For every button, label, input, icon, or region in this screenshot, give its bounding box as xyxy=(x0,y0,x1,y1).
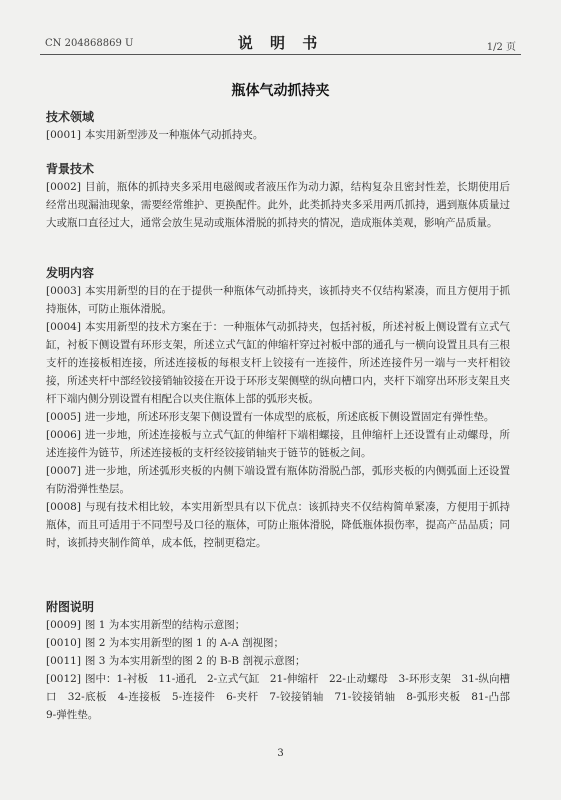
paragraph: [0008] 与现有技术相比较，本实用新型具有以下优点：该抓持夹不仅结构简单紧凑，方便用于抓持瓶体，而且可适用于不同型号及口径的瓶体，可防止瓶体滑脱，降低瓶体损伤率，提高产品品质；同时，该抓持夹制作简单，成本低，控制更稳定。 xyxy=(46,501,510,549)
section-heading: 附图说明 xyxy=(46,600,95,614)
section-drawing-description xyxy=(46,598,521,724)
paragraph: [0002] 目前，瓶体的抓持夹多采用电磁阀或者液压作为动力源，结构复杂且密封性差，长期使用后经常出现漏油现象，需要经常维护、更换配件。此外，此类抓持夹多采用两爪抓持，遇到瓶体质量过大或瓶口直径过大，通常会放生晃动或瓶体滑脱的抓持夹的情况，造成瓶体美观，影响产品质量。 xyxy=(46,181,510,229)
paragraph: [0009] 图 1 为本实用新型的结构示意图； xyxy=(46,619,246,631)
paragraph: [0012] 图中：1-衬板 11-通孔 2-立式气缸 21-伸缩杆 22-止动螺母 3-环形支架 31-纵向槽口 32-底板 4-连接板 5-连接件 6-夹杆 7-铰接销轴 71-铰接销轴 8-弧形夹板 81-凸部 9-弹性垫。 xyxy=(46,673,521,721)
paragraph: [0011] 图 3 为本实用新型的图 2 的 B-B 剖视示意图； xyxy=(46,655,306,667)
paragraph: [0006] 进一步地，所述连接板与立式气缸的伸缩杆下端相螺接，且伸缩杆上还设置有止动螺母，所述连接件为链节，所述连接板的支杆经铰接销轴夹于链节的链板之间。 xyxy=(46,429,510,459)
section-invention-content xyxy=(46,264,510,552)
section-technical-field xyxy=(46,108,510,144)
document-type-title: 说 明 书 xyxy=(237,34,324,52)
paragraph: [0010] 图 2 为本实用新型的图 1 的 A-A 剖视图； xyxy=(46,637,285,649)
document-title: 瓶体气动抓持夹 xyxy=(231,83,330,99)
page-indicator: 1/2 页 xyxy=(486,42,516,53)
page-number: 3 xyxy=(277,748,284,759)
header-rule xyxy=(40,54,521,55)
paragraph: [0004] 本实用新型的技术方案在于：一种瓶体气动抓持夹，包括衬板，所述衬板上侧设置有立式气缸，衬板下侧设置有环形支架，所述立式气缸的伸缩杆穿过衬板中部的通孔与一横向设置且具有三根支杆的连接板相连接，所述连接板的每根支杆上铰接有一连接件，所述连接件另一端与一夹杆相铰接，所述夹杆中部经铰接销轴铰接在开设于环形支架侧壁的纵向槽口内，夹杆下端穿出环形支架且夹杆下端内侧分别设置有相配合以夹住瓶体上部的弧形夹板。 xyxy=(46,321,510,405)
section-heading: 背景技术 xyxy=(46,162,95,176)
paragraph: [0001] 本实用新型涉及一种瓶体气动抓持夹。 xyxy=(46,129,264,141)
paragraph: [0003] 本实用新型的目的在于提供一种瓶体气动抓持夹，该抓持夹不仅结构紧凑，而且方便用于抓持瓶体，可防止瓶体滑脱。 xyxy=(46,285,510,315)
paragraph: [0007] 进一步地，所述弧形夹板的内侧下端设置有瓶体防滑脱凸部，弧形夹板的内侧弧面上还设置有防滑弹性垫层。 xyxy=(46,465,510,495)
section-heading: 发明内容 xyxy=(46,266,95,280)
patent-number: CN 204868869 U xyxy=(45,38,134,49)
section-heading: 技术领域 xyxy=(46,110,95,124)
section-background xyxy=(46,160,510,232)
paragraph: [0005] 进一步地，所述环形支架下侧设置有一体成型的底板，所述底板下侧设置固定有弹性垫。 xyxy=(46,411,495,423)
